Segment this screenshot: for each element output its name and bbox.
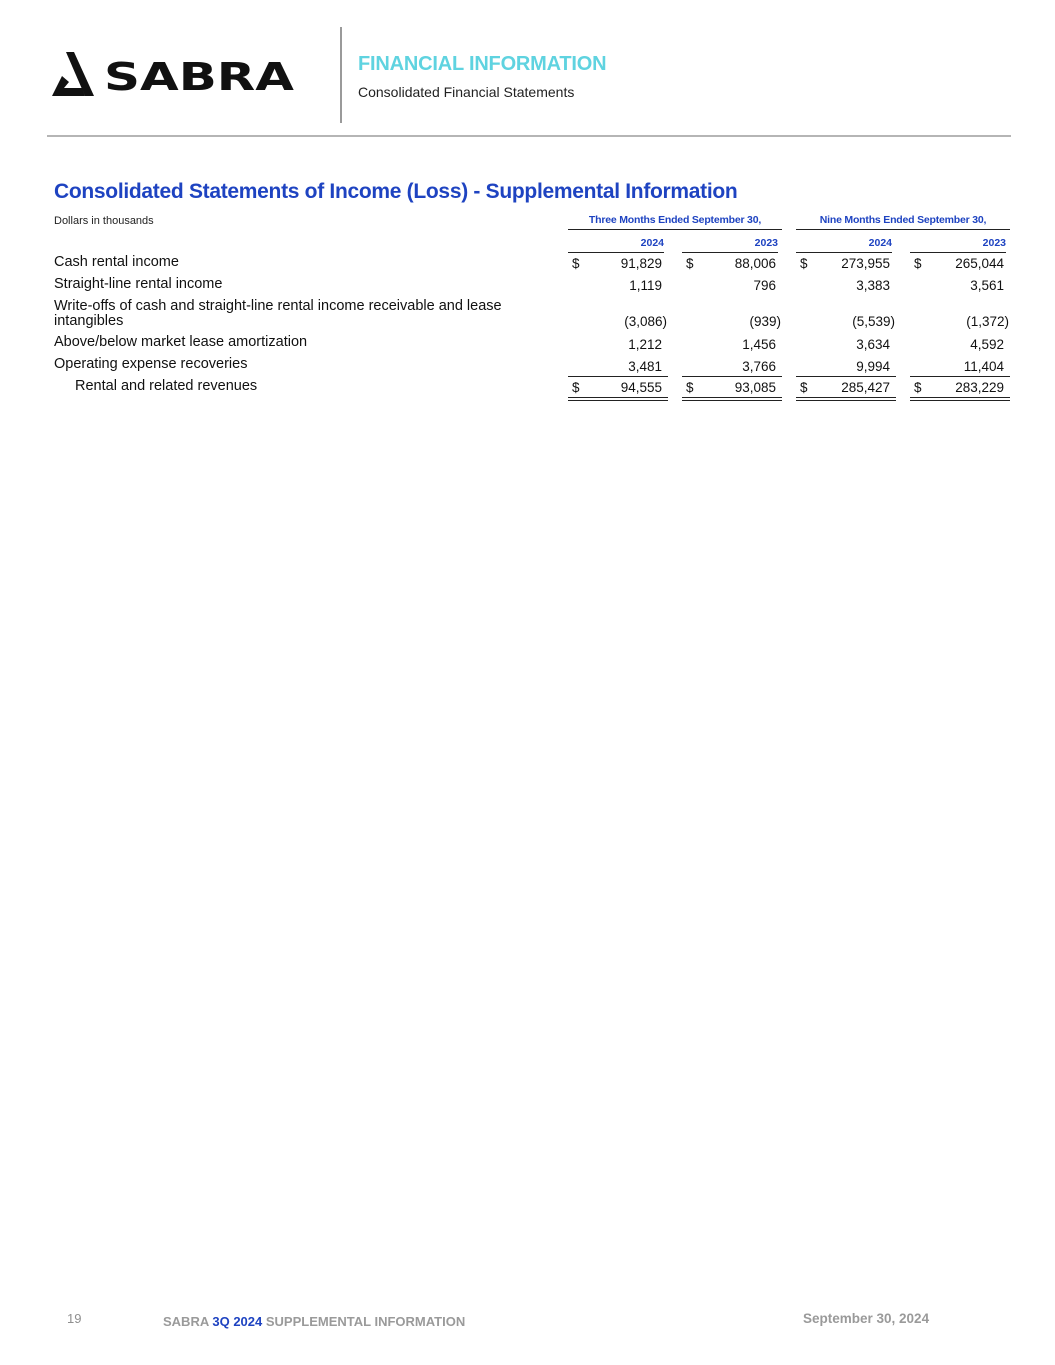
table-cell-total	[796, 376, 896, 401]
footer-doc-name: SUPPLEMENTAL INFORMATION	[265, 1314, 466, 1329]
cell-value: 273,955	[841, 256, 890, 271]
currency-symbol: $	[914, 380, 922, 395]
page-number: 19	[67, 1311, 82, 1326]
header-title: FINANCIAL INFORMATION	[358, 53, 607, 75]
table-cell-total	[682, 376, 782, 401]
cell-value: 3,766	[742, 359, 776, 374]
footer-period: 3Q 2024	[212, 1314, 263, 1329]
table-cell	[796, 275, 896, 295]
cell-value: 4,592	[970, 337, 1004, 352]
header-subtitle: Consolidated Financial Statements	[358, 84, 575, 100]
cell-value: 285,427	[841, 380, 890, 395]
table-cell-total	[910, 376, 1010, 401]
table-cell	[910, 275, 1010, 295]
row-label: Cash rental income	[54, 254, 179, 270]
year-header: 2024	[568, 237, 664, 253]
cell-value: 94,555	[620, 380, 662, 395]
units-note: Dollars in thousands	[54, 215, 154, 227]
table-cell	[682, 253, 782, 273]
cell-value: (939)	[749, 314, 781, 329]
currency-symbol: $	[686, 380, 694, 395]
cell-value: 3,561	[970, 278, 1004, 293]
group-header-three-months: Three Months Ended September 30,	[568, 214, 782, 230]
table-cell	[682, 275, 782, 295]
table-cell	[682, 334, 782, 354]
row-label: Operating expense recoveries	[54, 356, 248, 372]
section-title: Consolidated Statements of Income (Loss) - Supplemental Information	[54, 180, 738, 203]
sabra-wordmark: SABRA	[104, 55, 295, 98]
table-cell	[568, 334, 668, 354]
year-header: 2023	[910, 237, 1006, 253]
year-header: 2023	[682, 237, 778, 253]
cell-value: 93,085	[734, 380, 776, 395]
table-cell	[796, 253, 896, 273]
group-header-nine-months: Nine Months Ended September 30,	[796, 214, 1010, 230]
table-cell	[682, 311, 782, 331]
cell-value: 1,456	[742, 337, 776, 352]
cell-value: 91,829	[620, 256, 662, 271]
footer-doc-label	[163, 1314, 465, 1329]
cell-value: 796	[753, 278, 776, 293]
cell-value: 3,481	[628, 359, 662, 374]
currency-symbol: $	[914, 256, 922, 271]
currency-symbol: $	[800, 380, 808, 395]
row-label: Above/below market lease amortization	[54, 334, 308, 350]
cell-value: 9,994	[856, 359, 890, 374]
cell-value: (5,539)	[852, 314, 895, 329]
table-cell	[796, 334, 896, 354]
footer-date: September 30, 2024	[803, 1311, 930, 1326]
header-divider	[340, 27, 342, 123]
table-cell	[568, 311, 668, 331]
row-label-line: Write-offs of cash and straight-line rental income receivable and lease	[54, 298, 502, 314]
table-cell	[568, 356, 668, 377]
table-cell	[682, 356, 782, 377]
sabra-logo-mark-icon	[52, 52, 297, 98]
cell-value: 88,006	[734, 256, 776, 271]
table-cell	[910, 356, 1010, 377]
row-label-total: Rental and related revenues	[75, 378, 258, 394]
cell-value: (1,372)	[966, 314, 1009, 329]
cell-value: 11,404	[963, 359, 1004, 374]
row-label: Straight-line rental income	[54, 276, 223, 292]
cell-value: 1,212	[628, 337, 662, 352]
currency-symbol: $	[800, 256, 808, 271]
table-cell	[910, 311, 1010, 331]
cell-value: 3,634	[856, 337, 890, 352]
currency-symbol: $	[572, 380, 580, 395]
row-label	[54, 299, 502, 329]
footer-brand: SABRA	[163, 1314, 209, 1329]
row-label-line: intangibles	[54, 313, 124, 329]
sabra-logo	[52, 52, 297, 98]
currency-symbol: $	[572, 256, 580, 271]
cell-value: 265,044	[955, 256, 1004, 271]
table-cell-total	[568, 376, 668, 401]
currency-symbol: $	[686, 256, 694, 271]
cell-value: (3,086)	[624, 314, 667, 329]
cell-value: 283,229	[955, 380, 1004, 395]
table-cell	[796, 356, 896, 377]
cell-value: 3,383	[856, 278, 890, 293]
header-rule	[47, 135, 1011, 137]
cell-value: 1,119	[629, 278, 662, 293]
table-cell	[568, 275, 668, 295]
table-cell	[910, 334, 1010, 354]
year-header: 2024	[796, 237, 892, 253]
table-cell	[568, 253, 668, 273]
table-cell	[910, 253, 1010, 273]
table-cell	[796, 311, 896, 331]
